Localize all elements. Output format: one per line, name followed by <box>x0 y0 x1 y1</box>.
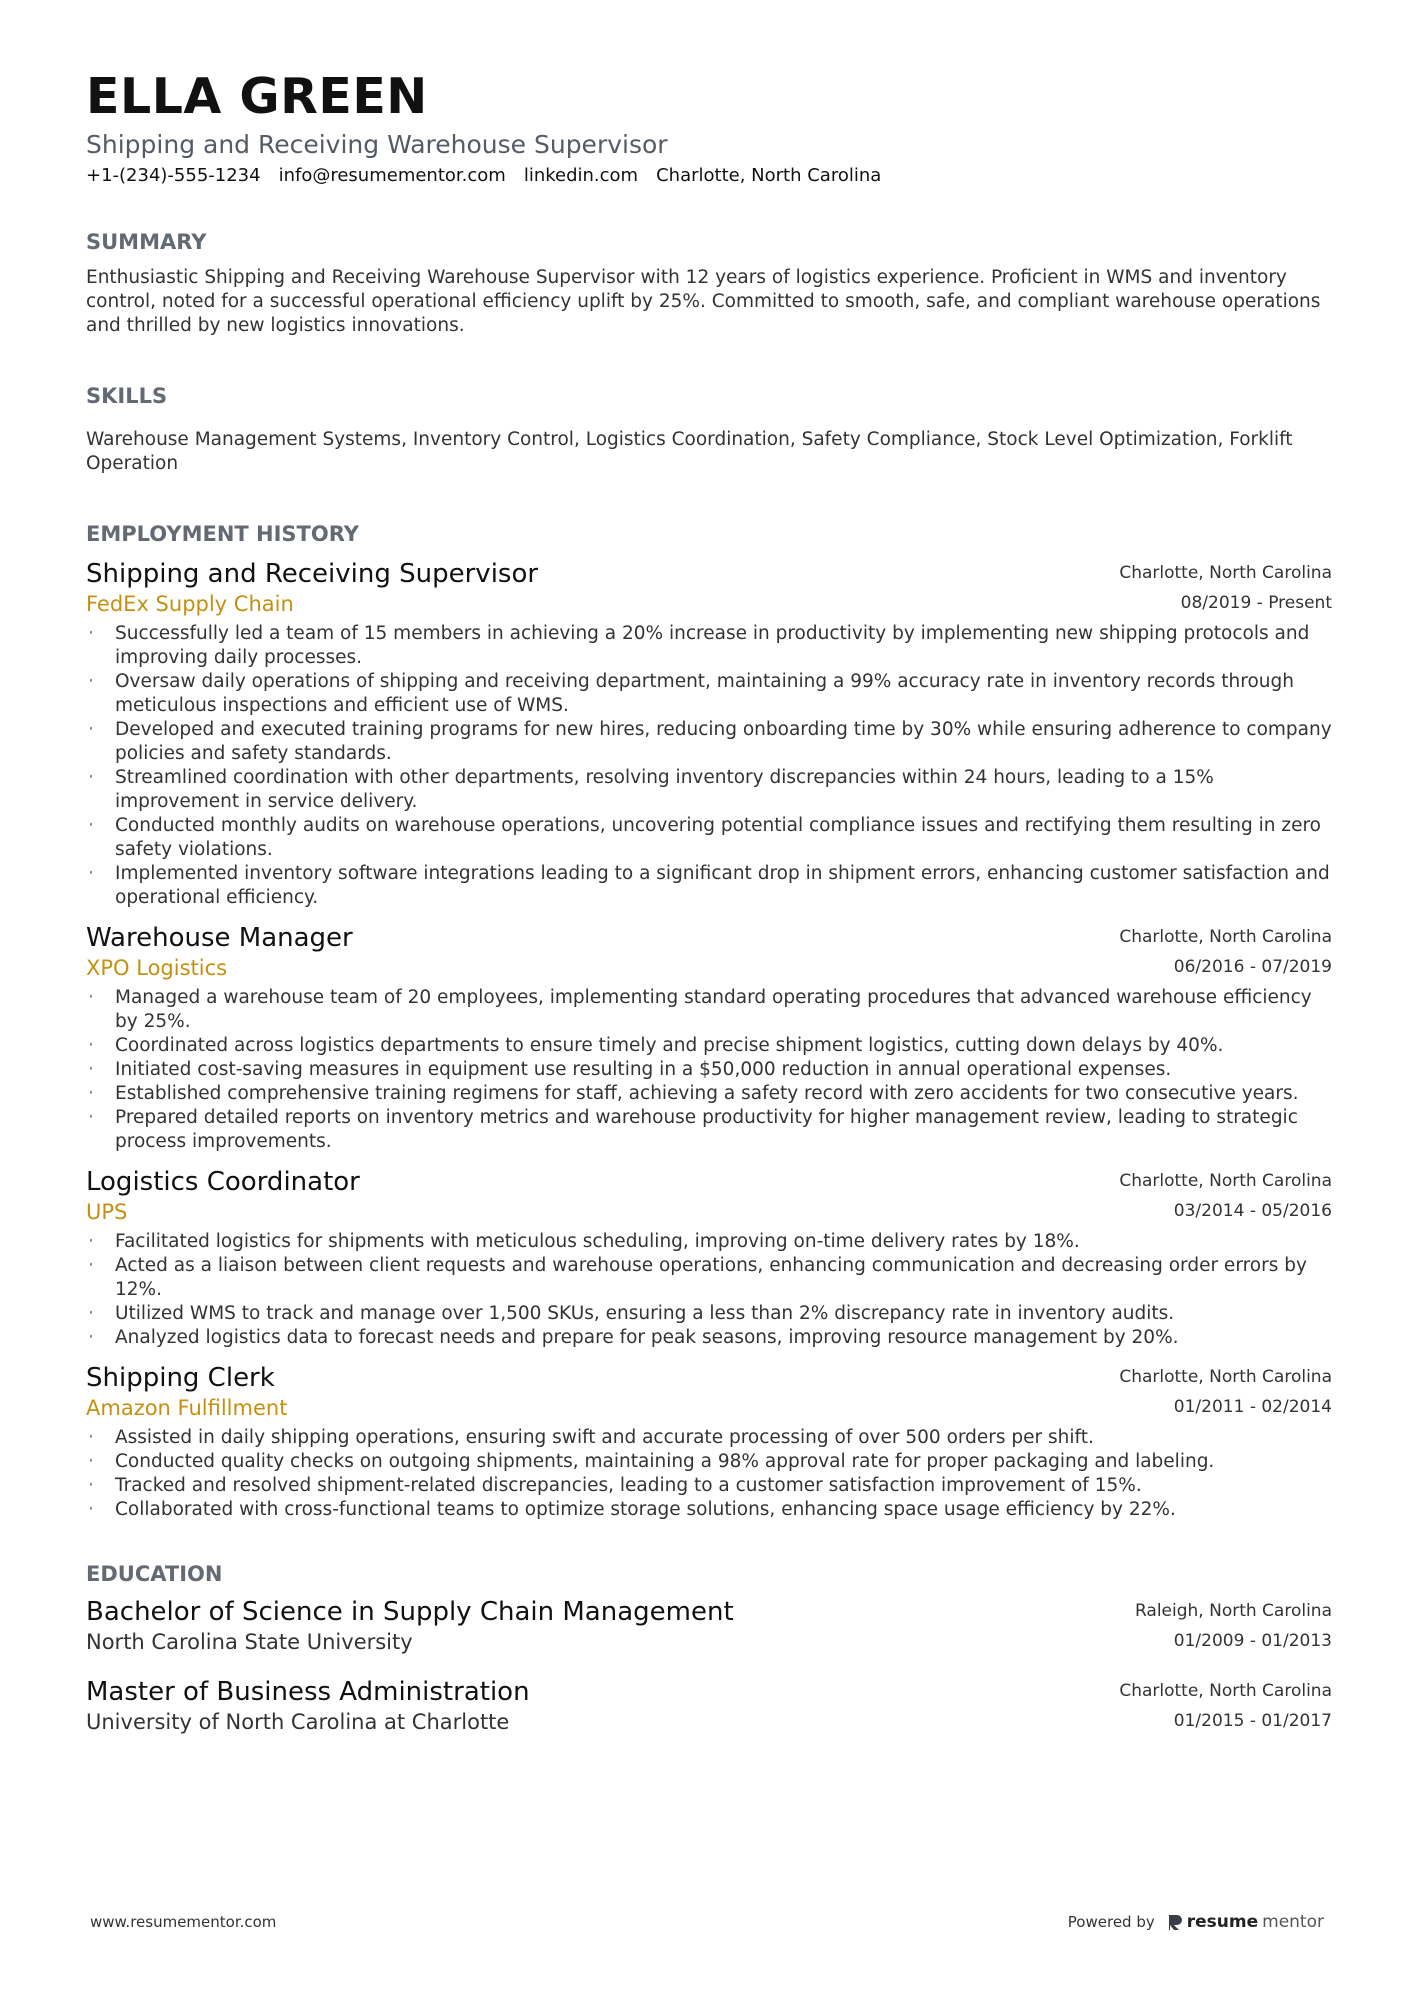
job-dates: 08/2019 - Present <box>1180 592 1332 613</box>
powered-by-label: Powered by <box>1067 1913 1155 1931</box>
school-name: North Carolina State University <box>86 1629 413 1654</box>
contact-row <box>86 165 1332 186</box>
resume-page <box>86 70 1332 1736</box>
company-name: FedEx Supply Chain <box>86 591 294 616</box>
bullet-item: · Established comprehensive training regimens for staff, achieving a safety record with zero accidents for two consecutive years. <box>86 1082 1332 1106</box>
job-entry <box>86 922 1332 1154</box>
education-entry <box>86 1676 1332 1736</box>
bullet-item: · Conducted quality checks on outgoing shipments, maintaining a 98% approval rate for proper packaging and labeling. <box>86 1450 1332 1474</box>
employment-heading: EMPLOYMENT HISTORY <box>86 521 359 546</box>
bullet-item: · Successfully led a team of 15 members in achieving a 20% increase in productivity by implementing new shipping protocols and improving daily processes. <box>86 622 1332 670</box>
resumementor-logo[interactable] <box>1167 1912 1324 1932</box>
brand-name-part2: mentor <box>1262 1912 1324 1932</box>
education-location: Raleigh, North Carolina <box>1134 1600 1332 1621</box>
education-entry <box>86 1596 1332 1656</box>
candidate-name: ELLA GREEN <box>86 68 428 125</box>
contact-linkedin: linkedin.com <box>523 164 639 186</box>
bullet-item: · Collaborated with cross-functional teams to optimize storage solutions, enhancing space usage efficiency by 22%. <box>86 1498 1332 1522</box>
education-dates: 01/2009 - 01/2013 <box>1173 1630 1332 1651</box>
summary-text: Enthusiastic Shipping and Receiving Warehouse Supervisor with 12 years of logistics experience. Proficient in WMS and inventory control, noted for a successful operational efficiency uplift by 25%. Committed to smooth, safe, and compliant warehouse operations and thrilled by new logistics innovations. <box>86 266 1321 336</box>
bullet-item: · Analyzed logistics data to forecast needs and prepare for peak seasons, improving resource management by 20%. <box>86 1326 1332 1350</box>
education-heading: EDUCATION <box>86 1561 223 1586</box>
company-name: UPS <box>86 1199 128 1224</box>
company-name: Amazon Fulfillment <box>86 1395 288 1420</box>
job-location: Charlotte, North Carolina <box>1119 926 1332 947</box>
bullet-item: · Acted as a liaison between client requests and warehouse operations, enhancing communication and decreasing order errors by 12%. <box>86 1254 1332 1302</box>
bullet-item: · Implemented inventory software integrations leading to a significant drop in shipment errors, enhancing customer satisfaction and operational efficiency. <box>86 862 1332 910</box>
job-location: Charlotte, North Carolina <box>1119 1366 1332 1387</box>
job-entry <box>86 558 1332 910</box>
job-entry <box>86 1362 1332 1522</box>
bullet-item: · Coordinated across logistics departments to ensure timely and precise shipment logistics, cutting down delays by 40%. <box>86 1034 1332 1058</box>
job-bullets <box>86 1426 1332 1522</box>
job-entry <box>86 1166 1332 1350</box>
contact-location: Charlotte, North Carolina <box>656 164 882 186</box>
candidate-headline: Shipping and Receiving Warehouse Supervisor <box>86 129 668 159</box>
job-bullets <box>86 622 1332 910</box>
contact-email: info@resumementor.com <box>278 164 506 186</box>
bullet-item: · Initiated cost-saving measures in equipment use resulting in a $50,000 reduction in annual operational expenses. <box>86 1058 1332 1082</box>
education-location: Charlotte, North Carolina <box>1119 1680 1332 1701</box>
brand-name-part1: resume <box>1186 1912 1259 1932</box>
degree-title: Master of Business Administration <box>86 1676 530 1707</box>
bullet-item: · Streamlined coordination with other departments, resolving inventory discrepancies within 24 hours, leading to a 15% improvement in service delivery. <box>86 766 1332 814</box>
job-bullets <box>86 986 1332 1154</box>
job-title: Shipping Clerk <box>86 1362 275 1393</box>
job-dates: 06/2016 - 07/2019 <box>1173 956 1332 977</box>
bullet-item: · Prepared detailed reports on inventory metrics and warehouse productivity for higher management review, leading to strategic process improvements. <box>86 1106 1332 1154</box>
skills-text: Warehouse Management Systems, Inventory Control, Logistics Coordination, Safety Compliance, Stock Level Optimization, Forklift Operation <box>86 428 1293 474</box>
bullet-item: · Tracked and resolved shipment-related discrepancies, leading to a customer satisfaction improvement of 15%. <box>86 1474 1332 1498</box>
education-dates: 01/2015 - 01/2017 <box>1173 1710 1332 1731</box>
company-name: XPO Logistics <box>86 955 228 980</box>
page-footer <box>90 1912 1324 1932</box>
bullet-item: · Facilitated logistics for shipments with meticulous scheduling, improving on-time delivery rates by 18%. <box>86 1230 1332 1254</box>
bullet-item: · Oversaw daily operations of shipping and receiving department, maintaining a 99% accuracy rate in inventory records through meticulous inspections and efficient use of WMS. <box>86 670 1332 718</box>
job-dates: 03/2014 - 05/2016 <box>1173 1200 1332 1221</box>
powered-by <box>1068 1912 1324 1932</box>
bullet-item: · Utilized WMS to track and manage over 1,500 SKUs, ensuring a less than 2% discrepancy rate in inventory audits. <box>86 1302 1332 1326</box>
bullet-item: · Managed a warehouse team of 20 employees, implementing standard operating procedures that advanced warehouse efficiency by 25%. <box>86 986 1332 1034</box>
job-title: Shipping and Receiving Supervisor <box>86 558 539 589</box>
footer-website-link[interactable]: www.resumementor.com <box>90 1913 277 1931</box>
bullet-item: · Conducted monthly audits on warehouse operations, uncovering potential compliance issues and rectifying them resulting in zero safety violations. <box>86 814 1332 862</box>
skills-heading: SKILLS <box>86 383 168 408</box>
school-name: University of North Carolina at Charlotte <box>86 1709 510 1734</box>
bullet-item: · Developed and executed training programs for new hires, reducing onboarding time by 30% while ensuring adherence to company policies and safety standards. <box>86 718 1332 766</box>
job-bullets <box>86 1230 1332 1350</box>
job-location: Charlotte, North Carolina <box>1119 562 1332 583</box>
bullet-item: · Assisted in daily shipping operations, ensuring swift and accurate processing of over 500 orders per shift. <box>86 1426 1332 1450</box>
contact-phone: +1-(234)-555-1234 <box>86 164 261 186</box>
job-title: Logistics Coordinator <box>86 1166 360 1197</box>
job-title: Warehouse Manager <box>86 922 353 953</box>
summary-heading: SUMMARY <box>86 229 207 254</box>
resumementor-logo-icon <box>1167 1913 1183 1931</box>
job-dates: 01/2011 - 02/2014 <box>1173 1396 1332 1417</box>
job-location: Charlotte, North Carolina <box>1119 1170 1332 1191</box>
degree-title: Bachelor of Science in Supply Chain Management <box>86 1596 734 1627</box>
